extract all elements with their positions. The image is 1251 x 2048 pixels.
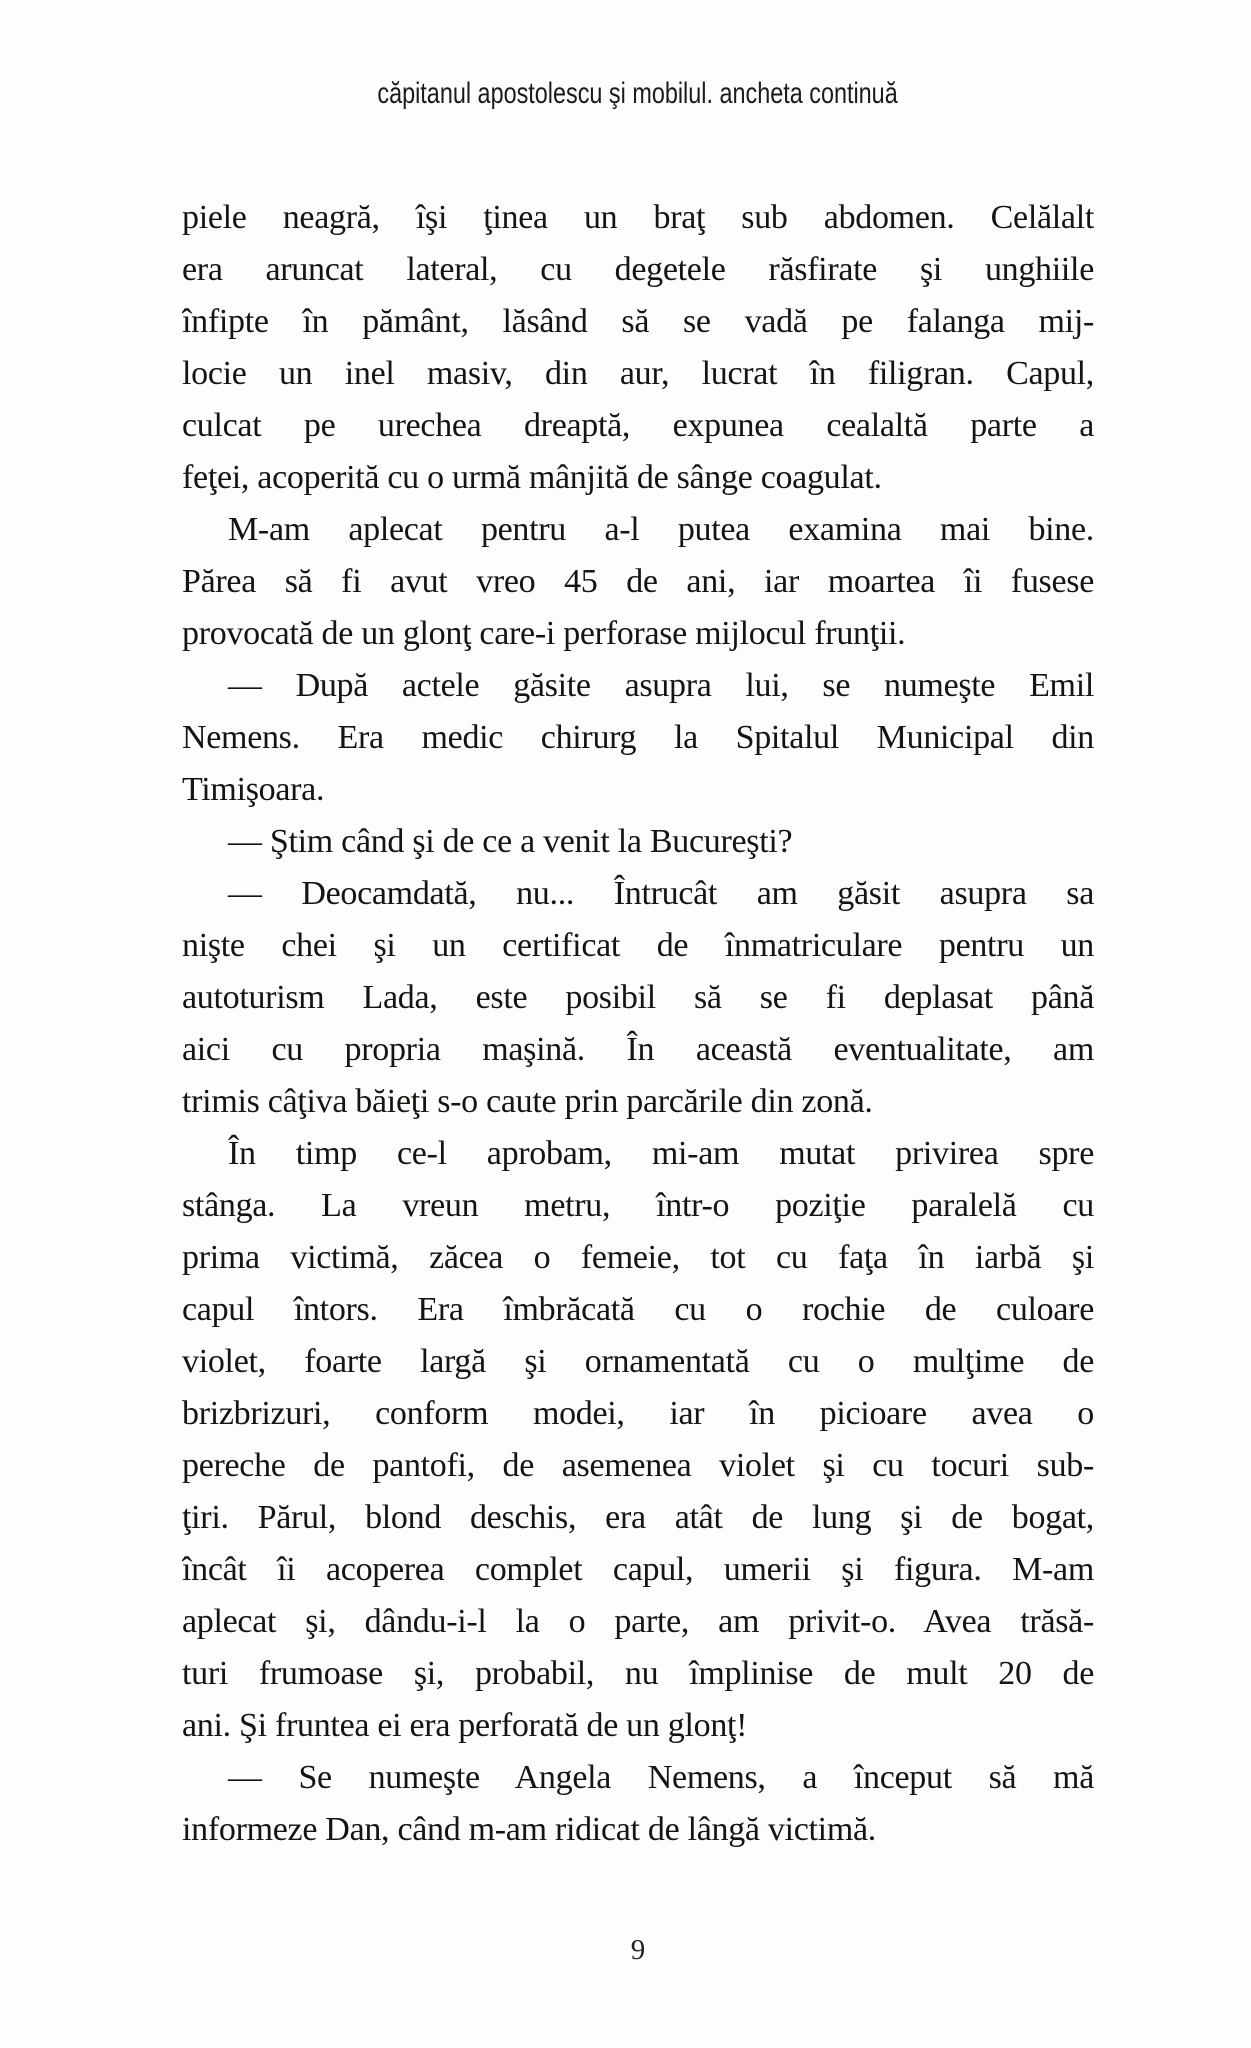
text-line: provocată de un glonţ care-i perforase mijlocul frunţii.: [182, 615, 906, 652]
text-line: Timişoara.: [182, 771, 325, 808]
text-line: era aruncat lateral, cu degetele răsfirate şi unghiile: [182, 251, 1094, 288]
text-line: prima victimă, zăcea o femeie, tot cu faţa în iarbă şi: [182, 1239, 1094, 1276]
text-block: [182, 192, 1094, 1856]
text-line: înfipte în pământ, lăsând să se vadă pe falanga mij-: [182, 303, 1094, 340]
text-line: piele neagră, îşi ţinea un braţ sub abdomen. Celălalt: [182, 199, 1094, 236]
text-line: trimis câţiva băieţi s-o caute prin parcările din zonă.: [182, 1083, 873, 1120]
text-line: ţiri. Părul, blond deschis, era atât de lung şi de bogat,: [182, 1499, 1094, 1536]
text-line: — Deocamdată, nu... Întrucât am găsit asupra sa: [228, 875, 1094, 912]
text-line: nişte chei şi un certificat de înmatriculare pentru un: [182, 927, 1094, 964]
text-line: locie un inel masiv, din aur, lucrat în filigran. Capul,: [182, 355, 1094, 392]
text-line: brizbrizuri, conform modei, iar în picioare avea o: [182, 1395, 1094, 1432]
text-line: — După actele găsite asupra lui, se numeşte Emil: [228, 667, 1094, 704]
text-line: aici cu propria maşină. În această eventualitate, am: [182, 1031, 1094, 1068]
running-header: [182, 72, 1094, 116]
text-line: autoturism Lada, este posibil să se fi deplasat până: [182, 979, 1094, 1016]
text-line: încât îi acoperea complet capul, umerii şi figura. M-am: [182, 1551, 1094, 1588]
text-line: — Ştim când şi de ce a venit la Bucureşti?: [228, 823, 793, 860]
text-line: Nemens. Era medic chirurg la Spitalul Municipal din: [182, 719, 1094, 756]
running-header-text: căpitanul apostolescu şi mobilul. ancheta continuă: [377, 77, 899, 110]
text-line: — Se numeşte Angela Nemens, a început să mă: [228, 1759, 1094, 1796]
text-line: turi frumoase şi, probabil, nu împlinise de mult 20 de: [182, 1655, 1094, 1692]
text-line: M-am aplecat pentru a-l putea examina mai bine.: [228, 511, 1094, 548]
text-line: capul întors. Era îmbrăcată cu o rochie de culoare: [182, 1291, 1094, 1328]
text-line: violet, foarte largă şi ornamentată cu o mulţime de: [182, 1343, 1094, 1380]
page-number: 9: [630, 1934, 646, 1966]
text-line: În timp ce-l aprobam, mi-am mutat privirea spre: [228, 1135, 1094, 1172]
text-line: pereche de pantofi, de asemenea violet şi cu tocuri sub-: [182, 1447, 1094, 1484]
text-line: ani. Şi fruntea ei era perforată de un glonţ!: [182, 1707, 748, 1744]
text-line: aplecat şi, dându-i-l la o parte, am privit-o. Avea trăsă-: [182, 1603, 1094, 1640]
text-line: stânga. La vreun metru, într-o poziţie paralelă cu: [182, 1187, 1094, 1224]
text-line: Părea să fi avut vreo 45 de ani, iar moartea îi fusese: [182, 563, 1094, 600]
text-line: informeze Dan, când m-am ridicat de lângă victimă.: [182, 1811, 876, 1848]
text-line: feţei, acoperită cu o urmă mânjită de sânge coagulat.: [182, 459, 882, 496]
text-line: culcat pe urechea dreaptă, expunea cealaltă parte a: [182, 407, 1094, 444]
